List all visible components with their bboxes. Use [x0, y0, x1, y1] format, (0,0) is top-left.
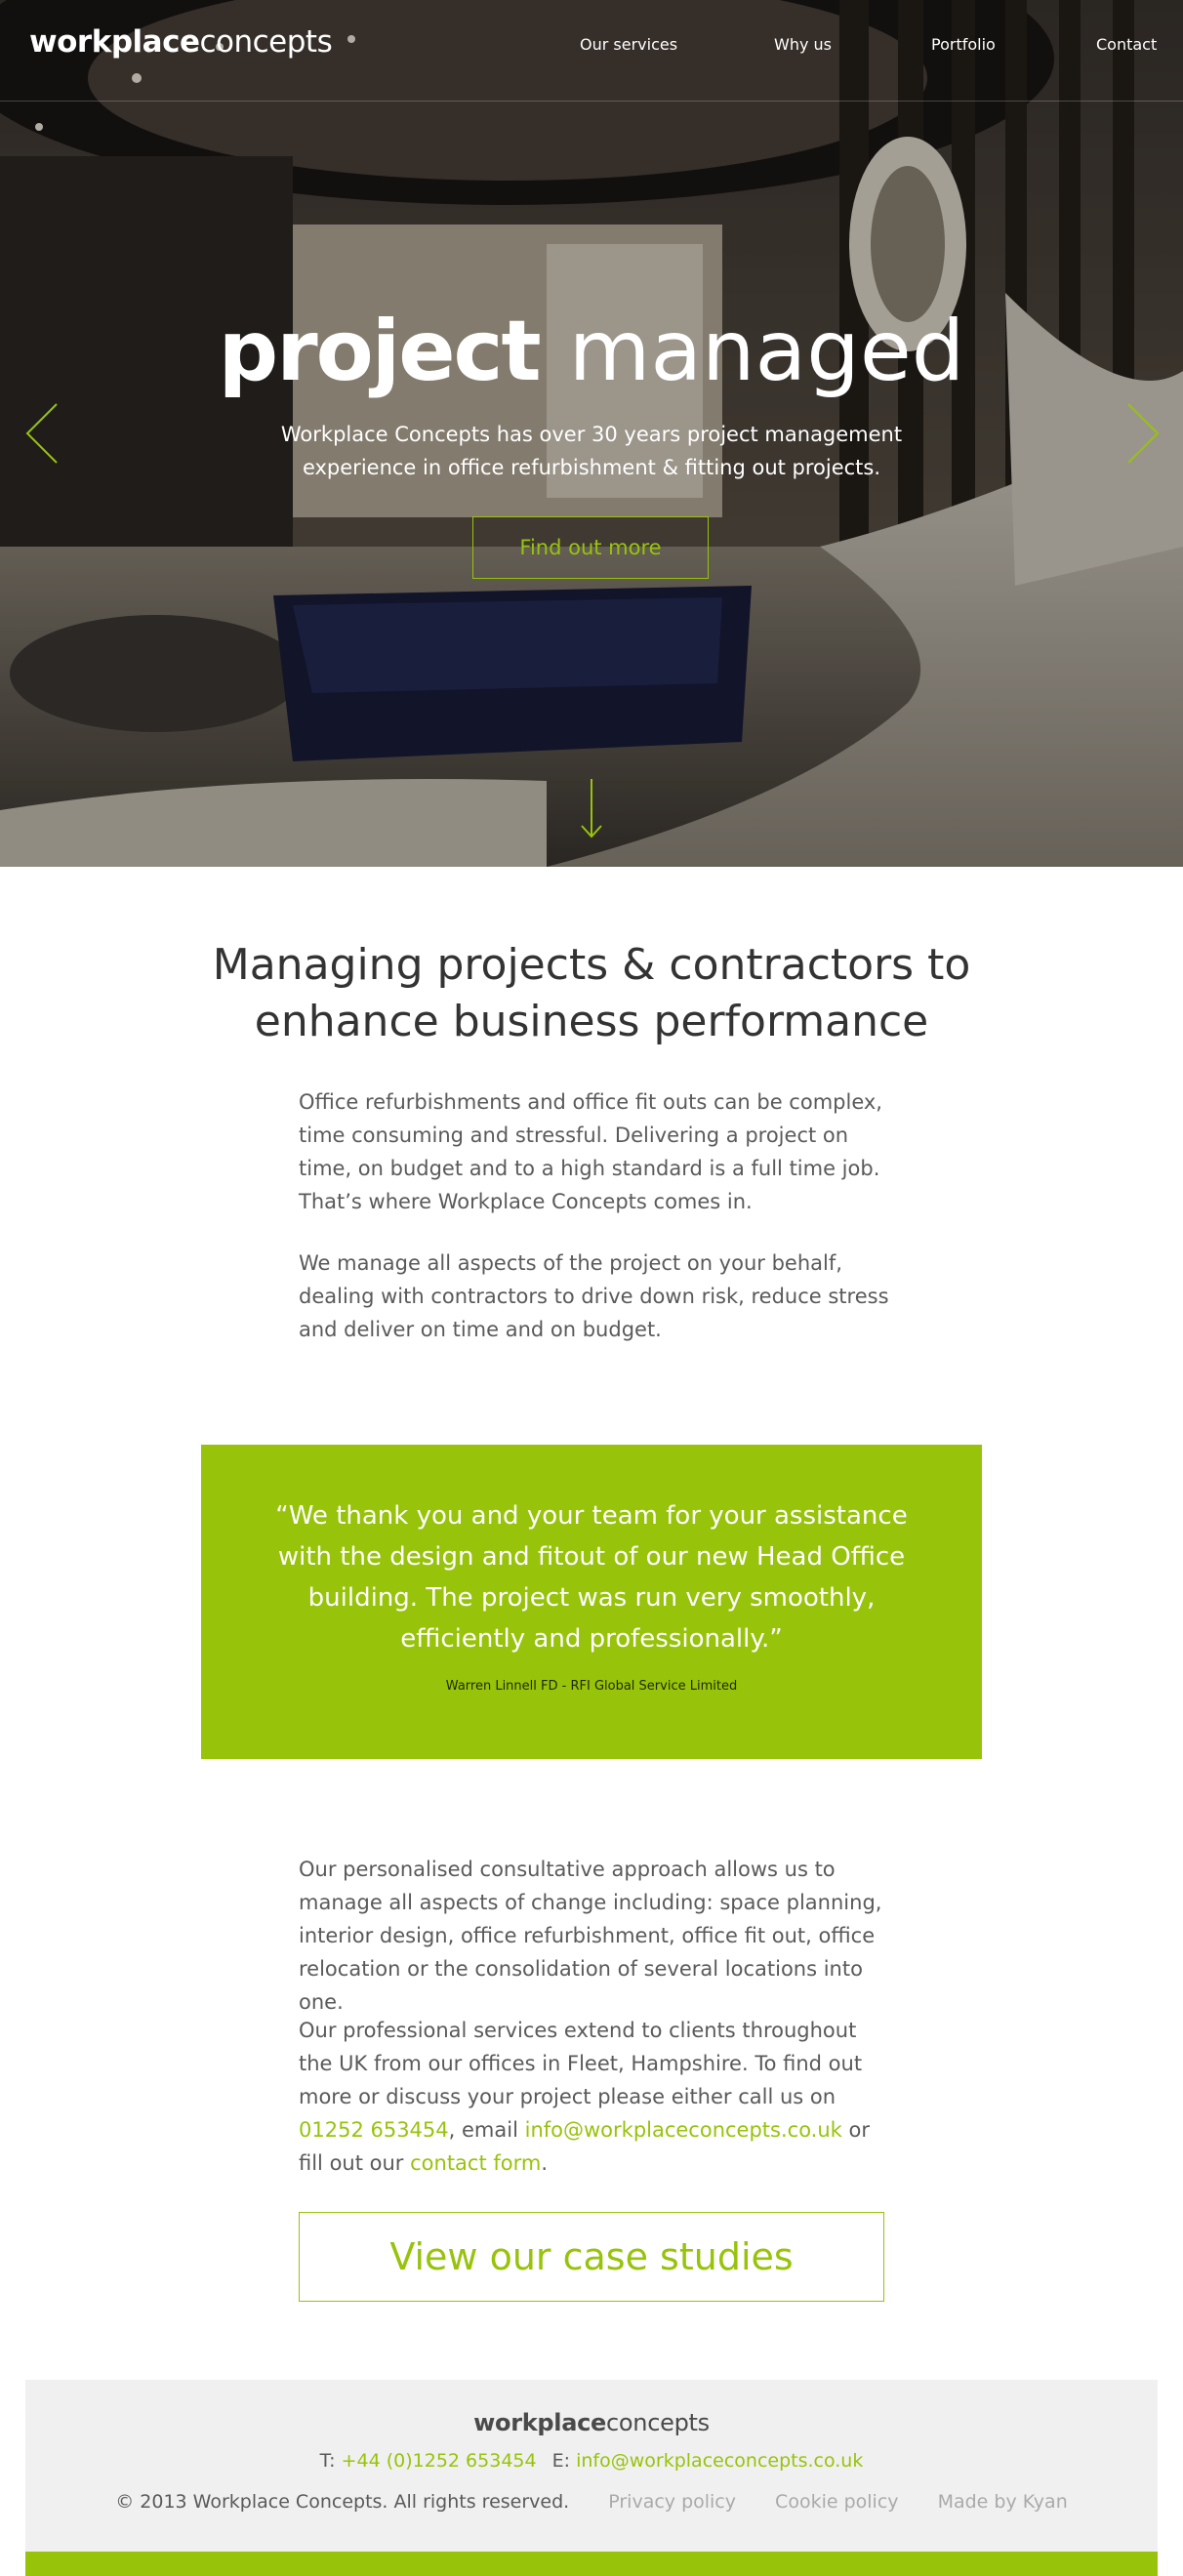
logo-bold-text: workplace	[29, 24, 200, 60]
details-paragraph-1: Our personalised consultative approach allows us to manage all aspects of change including: space planning, interior design, office refurbishment, office fit out, office relocation or the consolidation of several locations into one.	[299, 1858, 882, 2014]
footer-email-link[interactable]: info@workplaceconcepts.co.uk	[576, 2450, 864, 2472]
footer-copyright: © 2013 Workplace Concepts. All rights reserved.	[115, 2491, 570, 2513]
contact-form-link[interactable]: contact form	[410, 2151, 542, 2175]
intro-paragraph-2: We manage all aspects of the project on your behalf, dealing with contractors to drive down risk, reduce stress and deliver on time and on budget.	[299, 1251, 889, 1341]
hero-title-bold: project	[218, 303, 540, 400]
phone-link[interactable]: 01252 653454	[299, 2118, 449, 2142]
cookie-policy-link[interactable]: Cookie policy	[775, 2491, 899, 2513]
intro-paragraph-1: Office refurbishments and office fit outs can be complex, time consuming and stressful. Delivering a project on time, on budget and to a high standard is a full time job. That’s where Workplace Concepts comes in.	[299, 1090, 882, 1213]
chevron-right-icon	[1122, 402, 1162, 465]
footer-logo-light: concepts	[606, 2409, 710, 2436]
footer-email-label: E:	[551, 2450, 577, 2472]
logo-light-text: concepts	[199, 24, 333, 60]
scroll-down-button[interactable]	[580, 777, 603, 839]
made-by-kyan-link[interactable]: Made by Kyan	[937, 2491, 1068, 2513]
hero-subtitle: Workplace Concepts has over 30 years project management experience in office refurbishment & fitting out projects.	[280, 423, 903, 479]
details-paragraph-2	[299, 2014, 894, 2180]
testimonial-box	[201, 1445, 982, 1759]
details-paragraph-2-mid2: or fill out our	[299, 2118, 871, 2175]
details-paragraph-2-end: .	[541, 2151, 549, 2175]
footer-contact	[25, 2450, 1158, 2472]
footer-logo[interactable]	[25, 2409, 1158, 2436]
details-paragraph-2-mid1: , email	[448, 2118, 525, 2142]
nav-contact[interactable]: Contact	[1096, 35, 1158, 54]
hero-title	[0, 303, 1183, 400]
footer-logo-bold: workplace	[473, 2409, 607, 2436]
chevron-left-icon	[23, 402, 62, 465]
arrow-down-icon	[580, 777, 603, 839]
site-footer	[25, 2380, 1158, 2552]
view-case-studies-button[interactable]: View our case studies	[299, 2212, 884, 2302]
top-navigation	[0, 0, 1183, 102]
nav-our-services[interactable]: Our services	[580, 35, 678, 54]
testimonial-author: Warren Linnell FD - RFI Global Service Limited	[445, 1679, 738, 1694]
slider-next-button[interactable]	[1122, 402, 1162, 465]
footer-accent-bar	[25, 2552, 1158, 2576]
footer-bottom-row	[25, 2491, 1158, 2513]
hero-title-light: managed	[568, 303, 965, 400]
email-link[interactable]: info@workplaceconcepts.co.uk	[524, 2118, 842, 2142]
footer-phone-link[interactable]: +44 (0)1252 653454	[341, 2450, 537, 2472]
details-paragraph-2-start: Our professional services extend to clients throughout the UK from our offices in Fleet, Hampshire. To find out more or discuss your project please either call us on	[299, 2019, 863, 2108]
privacy-policy-link[interactable]: Privacy policy	[608, 2491, 736, 2513]
nav-why-us[interactable]: Why us	[774, 35, 832, 54]
footer-tel-label: T:	[319, 2450, 342, 2472]
slider-prev-button[interactable]	[23, 402, 62, 465]
nav-portfolio[interactable]: Portfolio	[931, 35, 996, 54]
intro-heading: Managing projects & contractors to enhance business performance	[212, 940, 971, 1046]
testimonial-quote: “We thank you and your team for your assistance with the design and fitout of our new Head Office building. The project was run very smoothly, efficiently and professionally.”	[275, 1501, 908, 1654]
site-logo[interactable]	[29, 24, 332, 60]
hero-section	[0, 0, 1183, 867]
find-out-more-button[interactable]: Find out more	[472, 516, 709, 579]
